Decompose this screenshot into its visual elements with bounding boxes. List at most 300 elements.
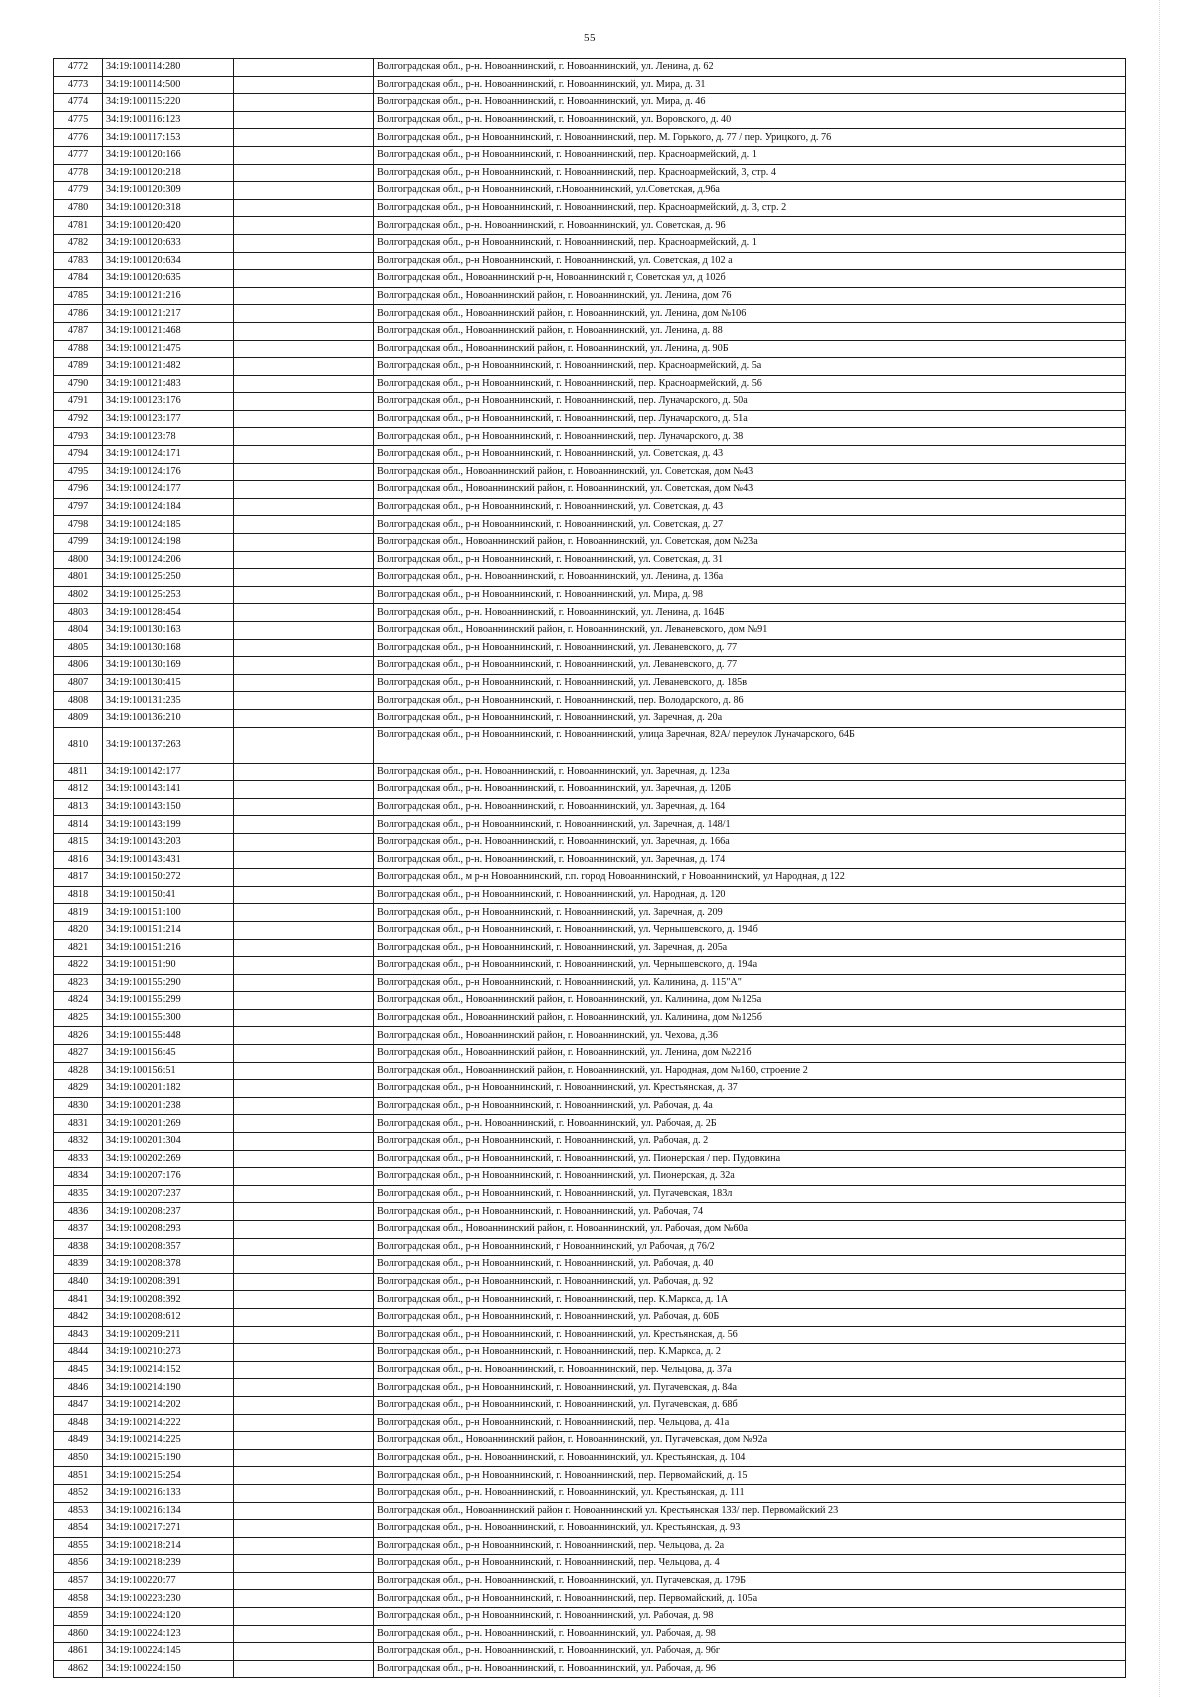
page-number: 55 bbox=[584, 32, 596, 44]
cadastral-number-cell: 34:19:100130:169 bbox=[103, 657, 234, 675]
empty-cell bbox=[234, 1379, 374, 1397]
row-number-cell: 4822 bbox=[54, 957, 103, 975]
row-number-cell: 4788 bbox=[54, 340, 103, 358]
cadastral-number-cell: 34:19:100120:318 bbox=[103, 199, 234, 217]
cadastral-number-cell: 34:19:100120:218 bbox=[103, 164, 234, 182]
empty-cell bbox=[234, 851, 374, 869]
table-row bbox=[54, 1150, 1126, 1168]
scan-edge bbox=[1159, 0, 1200, 1697]
address-cell: Волгоградская обл., Новоаннинский район, г. Новоаннинский, ул. Ленина, дом №106 bbox=[374, 305, 1126, 323]
empty-cell bbox=[234, 904, 374, 922]
table-row bbox=[54, 709, 1126, 727]
address-cell: Волгоградская обл., Новоаннинский р-н, Новоаннинский г, Советская ул, д 102б bbox=[374, 270, 1126, 288]
row-number-cell: 4814 bbox=[54, 816, 103, 834]
empty-cell bbox=[234, 1256, 374, 1274]
cadastral-number-cell: 34:19:100209:211 bbox=[103, 1326, 234, 1344]
address-cell: Волгоградская обл., р-н. Новоаннинский, г. Новоаннинский, ул. Воровского, д. 40 bbox=[374, 111, 1126, 129]
table-row bbox=[54, 1625, 1126, 1643]
table-row bbox=[54, 604, 1126, 622]
empty-cell bbox=[234, 639, 374, 657]
empty-cell bbox=[234, 1185, 374, 1203]
row-number-cell: 4791 bbox=[54, 393, 103, 411]
address-cell: Волгоградская обл., м р-н Новоаннинский, г.п. город Новоаннинский, г Новоаннинский, ул Народная, д 122 bbox=[374, 869, 1126, 887]
empty-cell bbox=[234, 1326, 374, 1344]
row-number-cell: 4828 bbox=[54, 1062, 103, 1080]
address-cell: Волгоградская обл., р-н Новоаннинский, г. Новоаннинский, ул. Советская, д. 27 bbox=[374, 516, 1126, 534]
cadastral-number-cell: 34:19:100131:235 bbox=[103, 692, 234, 710]
row-number-cell: 4783 bbox=[54, 252, 103, 270]
table-row bbox=[54, 1115, 1126, 1133]
table-row bbox=[54, 305, 1126, 323]
cadastral-number-cell: 34:19:100208:391 bbox=[103, 1273, 234, 1291]
row-number-cell: 4829 bbox=[54, 1080, 103, 1098]
cadastral-number-cell: 34:19:100114:280 bbox=[103, 59, 234, 77]
address-cell: Волгоградская обл., р-н. Новоаннинский, г. Новоаннинский, ул. Заречная, д. 174 bbox=[374, 851, 1126, 869]
cadastral-number-cell: 34:19:100208:612 bbox=[103, 1308, 234, 1326]
empty-cell bbox=[234, 410, 374, 428]
empty-cell bbox=[234, 111, 374, 129]
empty-cell bbox=[234, 1150, 374, 1168]
empty-cell bbox=[234, 1643, 374, 1661]
address-cell: Волгоградская обл., р-н Новоаннинский, г. Новоаннинский, пер. Луначарского, д. 51а bbox=[374, 410, 1126, 428]
address-cell: Волгоградская обл., р-н. Новоаннинский, г. Новоаннинский, ул. Мира, д. 31 bbox=[374, 76, 1126, 94]
address-cell: Волгоградская обл., р-н Новоаннинский, г. Новоаннинский, ул. Пугачевская, 183л bbox=[374, 1185, 1126, 1203]
address-cell: Волгоградская обл., р-н Новоаннинский, г. Новоаннинский, пер. Чельцова, д. 2а bbox=[374, 1537, 1126, 1555]
cadastral-number-cell: 34:19:100214:222 bbox=[103, 1414, 234, 1432]
cadastral-number-cell: 34:19:100143:199 bbox=[103, 816, 234, 834]
row-number-cell: 4801 bbox=[54, 569, 103, 587]
cadastral-number-cell: 34:19:100125:250 bbox=[103, 569, 234, 587]
cadastral-number-cell: 34:19:100120:166 bbox=[103, 146, 234, 164]
cadastral-number-cell: 34:19:100123:78 bbox=[103, 428, 234, 446]
address-cell: Волгоградская обл., р-н Новоаннинский, г. Новоаннинский, пер. Луначарского, д. 50а bbox=[374, 393, 1126, 411]
address-cell: Волгоградская обл., Новоаннинский район, г. Новоаннинский, ул. Народная, дом №160, строение 2 bbox=[374, 1062, 1126, 1080]
empty-cell bbox=[234, 816, 374, 834]
row-number-cell: 4805 bbox=[54, 639, 103, 657]
address-cell: Волгоградская обл., р-н. Новоаннинский, г. Новоаннинский, ул. Крестьянская, д. 111 bbox=[374, 1484, 1126, 1502]
address-cell: Волгоградская обл., р-н. Новоаннинский, г. Новоаннинский, ул. Крестьянская, д. 93 bbox=[374, 1520, 1126, 1538]
table-row bbox=[54, 1273, 1126, 1291]
cadastral-number-cell: 34:19:100121:482 bbox=[103, 358, 234, 376]
table-row bbox=[54, 1520, 1126, 1538]
row-number-cell: 4860 bbox=[54, 1625, 103, 1643]
row-number-cell: 4785 bbox=[54, 287, 103, 305]
address-cell: Волгоградская обл., р-н Новоаннинский, г. Новоаннинский, ул. Пионерская, д. 32а bbox=[374, 1168, 1126, 1186]
row-number-cell: 4839 bbox=[54, 1256, 103, 1274]
address-cell: Волгоградская обл., р-н Новоаннинский, г. Новоаннинский, ул. Пионерская / пер. Пудовкина bbox=[374, 1150, 1126, 1168]
address-cell: Волгоградская обл., р-н Новоаннинский, г. Новоаннинский, пер. Красноармейский, д. 1 bbox=[374, 146, 1126, 164]
table-row bbox=[54, 1467, 1126, 1485]
table-row bbox=[54, 1062, 1126, 1080]
row-number-cell: 4809 bbox=[54, 709, 103, 727]
table-row bbox=[54, 1045, 1126, 1063]
empty-cell bbox=[234, 798, 374, 816]
row-number-cell: 4849 bbox=[54, 1432, 103, 1450]
table-row bbox=[54, 586, 1126, 604]
row-number-cell: 4790 bbox=[54, 375, 103, 393]
cadastral-number-cell: 34:19:100216:133 bbox=[103, 1484, 234, 1502]
address-cell: Волгоградская обл., р-н Новоаннинский, г. Новоаннинский, пер. К.Маркса, д. 2 bbox=[374, 1344, 1126, 1362]
cadastral-number-cell: 34:19:100143:150 bbox=[103, 798, 234, 816]
cadastral-number-cell: 34:19:100120:420 bbox=[103, 217, 234, 235]
address-cell: Волгоградская обл., р-н Новоаннинский, г. Новоаннинский, ул. Советская, д. 31 bbox=[374, 551, 1126, 569]
row-number-cell: 4862 bbox=[54, 1660, 103, 1678]
table-row bbox=[54, 727, 1126, 763]
table-row bbox=[54, 358, 1126, 376]
address-cell: Волгоградская обл., р-н Новоаннинский, г. Новоаннинский, ул. Заречная, д. 148/1 bbox=[374, 816, 1126, 834]
table-row bbox=[54, 1009, 1126, 1027]
cadastral-number-cell: 34:19:100150:272 bbox=[103, 869, 234, 887]
row-number-cell: 4853 bbox=[54, 1502, 103, 1520]
table-row bbox=[54, 1308, 1126, 1326]
empty-cell bbox=[234, 674, 374, 692]
row-number-cell: 4784 bbox=[54, 270, 103, 288]
table-row bbox=[54, 234, 1126, 252]
address-cell: Волгоградская обл., р-н Новоаннинский, г. Новоаннинский, пер. Чельцова, д. 41а bbox=[374, 1414, 1126, 1432]
address-cell: Волгоградская обл., р-н Новоаннинский, г. Новоаннинский, ул. Советская, д 102 а bbox=[374, 252, 1126, 270]
address-cell: Волгоградская обл., р-н. Новоаннинский, г. Новоаннинский, ул. Заречная, д. 164 bbox=[374, 798, 1126, 816]
address-cell: Волгоградская обл., р-н. Новоаннинский, г. Новоаннинский, пер. Чельцова, д. 37а bbox=[374, 1361, 1126, 1379]
table-row bbox=[54, 657, 1126, 675]
row-number-cell: 4799 bbox=[54, 534, 103, 552]
row-number-cell: 4775 bbox=[54, 111, 103, 129]
cadastral-number-cell: 34:19:100224:145 bbox=[103, 1643, 234, 1661]
empty-cell bbox=[234, 94, 374, 112]
row-number-cell: 4836 bbox=[54, 1203, 103, 1221]
table-row bbox=[54, 1291, 1126, 1309]
address-cell: Волгоградская обл., Новоаннинский район, г. Новоаннинский, ул. Ленина, д. 90Б bbox=[374, 340, 1126, 358]
row-number-cell: 4800 bbox=[54, 551, 103, 569]
cadastral-number-cell: 34:19:100124:198 bbox=[103, 534, 234, 552]
table-row bbox=[54, 59, 1126, 77]
table-row bbox=[54, 569, 1126, 587]
table-row bbox=[54, 1361, 1126, 1379]
address-cell: Волгоградская обл., р-н. Новоаннинский, г. Новоаннинский, ул. Рабочая, д. 96г bbox=[374, 1643, 1126, 1661]
table-row bbox=[54, 463, 1126, 481]
address-cell: Волгоградская обл., р-н Новоаннинский, г. Новоаннинский, ул. Леваневского, д. 185в bbox=[374, 674, 1126, 692]
table-row bbox=[54, 551, 1126, 569]
address-cell: Волгоградская обл., р-н Новоаннинский, г. Новоаннинский, ул. Крестьянская, д. 56 bbox=[374, 1326, 1126, 1344]
row-number-cell: 4857 bbox=[54, 1572, 103, 1590]
table-row bbox=[54, 816, 1126, 834]
empty-cell bbox=[234, 781, 374, 799]
row-number-cell: 4772 bbox=[54, 59, 103, 77]
table-row bbox=[54, 182, 1126, 200]
empty-cell bbox=[234, 1396, 374, 1414]
cadastral-number-cell: 34:19:100123:177 bbox=[103, 410, 234, 428]
table-row bbox=[54, 1537, 1126, 1555]
empty-cell bbox=[234, 1238, 374, 1256]
cadastral-number-cell: 34:19:100130:163 bbox=[103, 622, 234, 640]
table-row bbox=[54, 516, 1126, 534]
row-number-cell: 4792 bbox=[54, 410, 103, 428]
table-row bbox=[54, 1326, 1126, 1344]
address-cell: Волгоградская обл., р-н Новоаннинский, г. Новоаннинский, пер. Красноармейский, д. 56 bbox=[374, 375, 1126, 393]
empty-cell bbox=[234, 1484, 374, 1502]
table-row bbox=[54, 1097, 1126, 1115]
cadastral-number-cell: 34:19:100130:168 bbox=[103, 639, 234, 657]
cadastral-number-cell: 34:19:100201:182 bbox=[103, 1080, 234, 1098]
cadastral-number-cell: 34:19:100136:210 bbox=[103, 709, 234, 727]
cadastral-number-cell: 34:19:100120:633 bbox=[103, 234, 234, 252]
row-number-cell: 4846 bbox=[54, 1379, 103, 1397]
cadastral-number-cell: 34:19:100202:269 bbox=[103, 1150, 234, 1168]
cadastral-number-cell: 34:19:100210:273 bbox=[103, 1344, 234, 1362]
row-number-cell: 4845 bbox=[54, 1361, 103, 1379]
row-number-cell: 4794 bbox=[54, 446, 103, 464]
table-row bbox=[54, 1203, 1126, 1221]
cadastral-number-cell: 34:19:100120:309 bbox=[103, 182, 234, 200]
address-cell: Волгоградская обл., р-н Новоаннинский, г. Новоаннинский, ул. Рабочая, д. 60Б bbox=[374, 1308, 1126, 1326]
table-row bbox=[54, 410, 1126, 428]
empty-cell bbox=[234, 59, 374, 77]
empty-cell bbox=[234, 1414, 374, 1432]
row-number-cell: 4825 bbox=[54, 1009, 103, 1027]
address-cell: Волгоградская обл., р-н Новоаннинский, г. Новоаннинский, ул. Пугачевская, д. 68б bbox=[374, 1396, 1126, 1414]
empty-cell bbox=[234, 340, 374, 358]
row-number-cell: 4818 bbox=[54, 886, 103, 904]
empty-cell bbox=[234, 833, 374, 851]
row-number-cell: 4813 bbox=[54, 798, 103, 816]
empty-cell bbox=[234, 516, 374, 534]
table-row bbox=[54, 921, 1126, 939]
row-number-cell: 4858 bbox=[54, 1590, 103, 1608]
cadastral-number-cell: 34:19:100143:431 bbox=[103, 851, 234, 869]
address-cell: Волгоградская обл., р-н Новоаннинский, г. Новоаннинский, пер. Первомайский, д. 105а bbox=[374, 1590, 1126, 1608]
empty-cell bbox=[234, 604, 374, 622]
address-cell: Волгоградская обл., р-н. Новоаннинский, г. Новоаннинский, ул. Ленина, д. 136а bbox=[374, 569, 1126, 587]
row-number-cell: 4816 bbox=[54, 851, 103, 869]
address-cell: Волгоградская обл., Новоаннинский район г. Новоаннинский ул. Крестьянская 133/ пер. Первомайский 23 bbox=[374, 1502, 1126, 1520]
cadastral-number-cell: 34:19:100155:448 bbox=[103, 1027, 234, 1045]
address-cell: Волгоградская обл., р-н Новоаннинский, г. Новоаннинский, пер. Первомайский, д. 15 bbox=[374, 1467, 1126, 1485]
table-row bbox=[54, 1555, 1126, 1573]
empty-cell bbox=[234, 1133, 374, 1151]
address-cell: Волгоградская обл., р-н Новоаннинский, г. Новоаннинский, ул. Заречная, д. 209 bbox=[374, 904, 1126, 922]
table-row bbox=[54, 146, 1126, 164]
row-number-cell: 4787 bbox=[54, 322, 103, 340]
row-number-cell: 4852 bbox=[54, 1484, 103, 1502]
empty-cell bbox=[234, 551, 374, 569]
row-number-cell: 4820 bbox=[54, 921, 103, 939]
address-cell: Волгоградская обл., Новоаннинский район, г. Новоаннинский, ул. Советская, дом №23а bbox=[374, 534, 1126, 552]
row-number-cell: 4817 bbox=[54, 869, 103, 887]
empty-cell bbox=[234, 622, 374, 640]
table-row bbox=[54, 1572, 1126, 1590]
cadastral-number-cell: 34:19:100151:100 bbox=[103, 904, 234, 922]
empty-cell bbox=[234, 305, 374, 323]
table-row bbox=[54, 798, 1126, 816]
table-row bbox=[54, 869, 1126, 887]
table-row bbox=[54, 1432, 1126, 1450]
empty-cell bbox=[234, 234, 374, 252]
table-row bbox=[54, 992, 1126, 1010]
empty-cell bbox=[234, 252, 374, 270]
cadastral-number-cell: 34:19:100214:190 bbox=[103, 1379, 234, 1397]
cadastral-number-cell: 34:19:100214:152 bbox=[103, 1361, 234, 1379]
empty-cell bbox=[234, 217, 374, 235]
cadastral-number-cell: 34:19:100143:141 bbox=[103, 781, 234, 799]
cadastral-number-cell: 34:19:100217:271 bbox=[103, 1520, 234, 1538]
row-number-cell: 4838 bbox=[54, 1238, 103, 1256]
empty-cell bbox=[234, 1115, 374, 1133]
address-cell: Волгоградская обл., р-н. Новоаннинский, г. Новоаннинский, ул. Мира, д. 46 bbox=[374, 94, 1126, 112]
row-number-cell: 4782 bbox=[54, 234, 103, 252]
address-cell: Волгоградская обл., р-н. Новоаннинский, г. Новоаннинский, ул. Рабочая, д. 2Б bbox=[374, 1115, 1126, 1133]
row-number-cell: 4802 bbox=[54, 586, 103, 604]
cadastral-number-cell: 34:19:100124:206 bbox=[103, 551, 234, 569]
address-cell: Волгоградская обл., р-н Новоаннинский, г. Новоаннинский, ул. Чернышевского, д. 194б bbox=[374, 921, 1126, 939]
cadastral-number-cell: 34:19:100121:468 bbox=[103, 322, 234, 340]
empty-cell bbox=[234, 481, 374, 499]
row-number-cell: 4806 bbox=[54, 657, 103, 675]
row-number-cell: 4833 bbox=[54, 1150, 103, 1168]
row-number-cell: 4827 bbox=[54, 1045, 103, 1063]
address-cell: Волгоградская обл., р-н Новоаннинский, г. Новоаннинский, пер. Чельцова, д. 4 bbox=[374, 1555, 1126, 1573]
table-row bbox=[54, 1396, 1126, 1414]
cadastral-number-cell: 34:19:100208:357 bbox=[103, 1238, 234, 1256]
cadastral-number-cell: 34:19:100151:216 bbox=[103, 939, 234, 957]
cadastral-number-cell: 34:19:100208:392 bbox=[103, 1291, 234, 1309]
row-number-cell: 4861 bbox=[54, 1643, 103, 1661]
empty-cell bbox=[234, 657, 374, 675]
address-cell: Волгоградская обл., Новоаннинский район, г. Новоаннинский, ул. Рабочая, дом №60а bbox=[374, 1221, 1126, 1239]
cadastral-number-cell: 34:19:100125:253 bbox=[103, 586, 234, 604]
empty-cell bbox=[234, 1502, 374, 1520]
row-number-cell: 4830 bbox=[54, 1097, 103, 1115]
table-row bbox=[54, 1590, 1126, 1608]
table-row bbox=[54, 1608, 1126, 1626]
empty-cell bbox=[234, 1449, 374, 1467]
cadastral-number-cell: 34:19:100121:217 bbox=[103, 305, 234, 323]
table-row bbox=[54, 763, 1126, 781]
cadastral-number-cell: 34:19:100120:635 bbox=[103, 270, 234, 288]
empty-cell bbox=[234, 921, 374, 939]
table-row bbox=[54, 957, 1126, 975]
cadastral-number-cell: 34:19:100224:120 bbox=[103, 1608, 234, 1626]
table-row bbox=[54, 534, 1126, 552]
address-cell: Волгоградская обл., р-н Новоаннинский, г Новоаннинский, ул Рабочая, д 76/2 bbox=[374, 1238, 1126, 1256]
table-row bbox=[54, 129, 1126, 147]
cadastral-number-cell: 34:19:100216:134 bbox=[103, 1502, 234, 1520]
table-row bbox=[54, 1027, 1126, 1045]
table-row bbox=[54, 1379, 1126, 1397]
row-number-cell: 4834 bbox=[54, 1168, 103, 1186]
empty-cell bbox=[234, 1045, 374, 1063]
address-cell: Волгоградская обл., р-н Новоаннинский, г. Новоаннинский, улица Заречная, 82А/ переулок Луначарского, 64Б bbox=[374, 727, 1126, 763]
row-number-cell: 4832 bbox=[54, 1133, 103, 1151]
table-row bbox=[54, 1643, 1126, 1661]
address-cell: Волгоградская обл., р-н Новоаннинский, г. Новоаннинский, пер. К.Маркса, д. 1А bbox=[374, 1291, 1126, 1309]
empty-cell bbox=[234, 1537, 374, 1555]
address-cell: Волгоградская обл., Новоаннинский район, г. Новоаннинский, ул. Ленина, дом №221б bbox=[374, 1045, 1126, 1063]
empty-cell bbox=[234, 1572, 374, 1590]
empty-cell bbox=[234, 1520, 374, 1538]
address-cell: Волгоградская обл., р-н Новоаннинский, г. Новоаннинский, ул. Леваневского, д. 77 bbox=[374, 639, 1126, 657]
registry-table-body bbox=[54, 59, 1126, 1678]
cadastral-number-cell: 34:19:100115:220 bbox=[103, 94, 234, 112]
row-number-cell: 4798 bbox=[54, 516, 103, 534]
table-row bbox=[54, 1238, 1126, 1256]
cadastral-number-cell: 34:19:100151:90 bbox=[103, 957, 234, 975]
cadastral-number-cell: 34:19:100214:225 bbox=[103, 1432, 234, 1450]
table-row bbox=[54, 1484, 1126, 1502]
table-row bbox=[54, 1344, 1126, 1362]
address-cell: Волгоградская обл., р-н. Новоаннинский, г. Новоаннинский, ул. Пугачевская, д. 179Б bbox=[374, 1572, 1126, 1590]
row-number-cell: 4840 bbox=[54, 1273, 103, 1291]
row-number-cell: 4807 bbox=[54, 674, 103, 692]
empty-cell bbox=[234, 1273, 374, 1291]
empty-cell bbox=[234, 1168, 374, 1186]
address-cell: Волгоградская обл., р-н Новоаннинский, г. Новоаннинский, ул. Рабочая, д. 40 bbox=[374, 1256, 1126, 1274]
address-cell: Волгоградская обл., р-н Новоаннинский, г. Новоаннинский, пер. Луначарского, д. 38 bbox=[374, 428, 1126, 446]
cadastral-number-cell: 34:19:100143:203 bbox=[103, 833, 234, 851]
cadastral-number-cell: 34:19:100137:263 bbox=[103, 727, 234, 763]
address-cell: Волгоградская обл., р-н Новоаннинский, г.Новоаннинский, ул.Советская, д.96а bbox=[374, 182, 1126, 200]
empty-cell bbox=[234, 869, 374, 887]
cadastral-number-cell: 34:19:100215:254 bbox=[103, 1467, 234, 1485]
address-cell: Волгоградская обл., р-н Новоаннинский, г. Новоаннинский, ул. Советская, д. 43 bbox=[374, 498, 1126, 516]
table-row bbox=[54, 622, 1126, 640]
row-number-cell: 4810 bbox=[54, 727, 103, 763]
cadastral-number-cell: 34:19:100223:230 bbox=[103, 1590, 234, 1608]
cadastral-number-cell: 34:19:100117:153 bbox=[103, 129, 234, 147]
empty-cell bbox=[234, 992, 374, 1010]
row-number-cell: 4854 bbox=[54, 1520, 103, 1538]
empty-cell bbox=[234, 287, 374, 305]
row-number-cell: 4859 bbox=[54, 1608, 103, 1626]
table-row bbox=[54, 851, 1126, 869]
address-cell: Волгоградская обл., р-н. Новоаннинский, г. Новоаннинский, ул. Советская, д. 96 bbox=[374, 217, 1126, 235]
empty-cell bbox=[234, 569, 374, 587]
empty-cell bbox=[234, 1555, 374, 1573]
row-number-cell: 4831 bbox=[54, 1115, 103, 1133]
empty-cell bbox=[234, 1080, 374, 1098]
row-number-cell: 4780 bbox=[54, 199, 103, 217]
table-row bbox=[54, 974, 1126, 992]
table-row bbox=[54, 1168, 1126, 1186]
table-row bbox=[54, 1414, 1126, 1432]
address-cell: Волгоградская обл., р-н. Новоаннинский, г. Новоаннинский, ул. Крестьянская, д. 104 bbox=[374, 1449, 1126, 1467]
row-number-cell: 4804 bbox=[54, 622, 103, 640]
address-cell: Волгоградская обл., р-н. Новоаннинский, г. Новоаннинский, ул. Ленина, д. 164Б bbox=[374, 604, 1126, 622]
empty-cell bbox=[234, 199, 374, 217]
empty-cell bbox=[234, 375, 374, 393]
address-cell: Волгоградская обл., р-н. Новоаннинский, г. Новоаннинский, ул. Заречная, д. 120Б bbox=[374, 781, 1126, 799]
cadastral-number-cell: 34:19:100218:239 bbox=[103, 1555, 234, 1573]
cadastral-number-cell: 34:19:100214:202 bbox=[103, 1396, 234, 1414]
row-number-cell: 4781 bbox=[54, 217, 103, 235]
address-cell: Волгоградская обл., р-н Новоаннинский, г. Новоаннинский, пер. Красноармейский, 3, стр. 4 bbox=[374, 164, 1126, 182]
row-number-cell: 4811 bbox=[54, 763, 103, 781]
address-cell: Волгоградская обл., Новоаннинский район, г. Новоаннинский, ул. Советская, дом №43 bbox=[374, 463, 1126, 481]
empty-cell bbox=[234, 939, 374, 957]
empty-cell bbox=[234, 428, 374, 446]
row-number-cell: 4821 bbox=[54, 939, 103, 957]
address-cell: Волгоградская обл., р-н Новоаннинский, г. Новоаннинский, ул. Рабочая, д. 4а bbox=[374, 1097, 1126, 1115]
table-row bbox=[54, 252, 1126, 270]
empty-cell bbox=[234, 322, 374, 340]
address-cell: Волгоградская обл., р-н. Новоаннинский, г. Новоаннинский, ул. Заречная, д. 123а bbox=[374, 763, 1126, 781]
cadastral-number-cell: 34:19:100207:237 bbox=[103, 1185, 234, 1203]
empty-cell bbox=[234, 1291, 374, 1309]
row-number-cell: 4823 bbox=[54, 974, 103, 992]
empty-cell bbox=[234, 1221, 374, 1239]
table-row bbox=[54, 340, 1126, 358]
table-row bbox=[54, 939, 1126, 957]
empty-cell bbox=[234, 1625, 374, 1643]
cadastral-number-cell: 34:19:100201:238 bbox=[103, 1097, 234, 1115]
